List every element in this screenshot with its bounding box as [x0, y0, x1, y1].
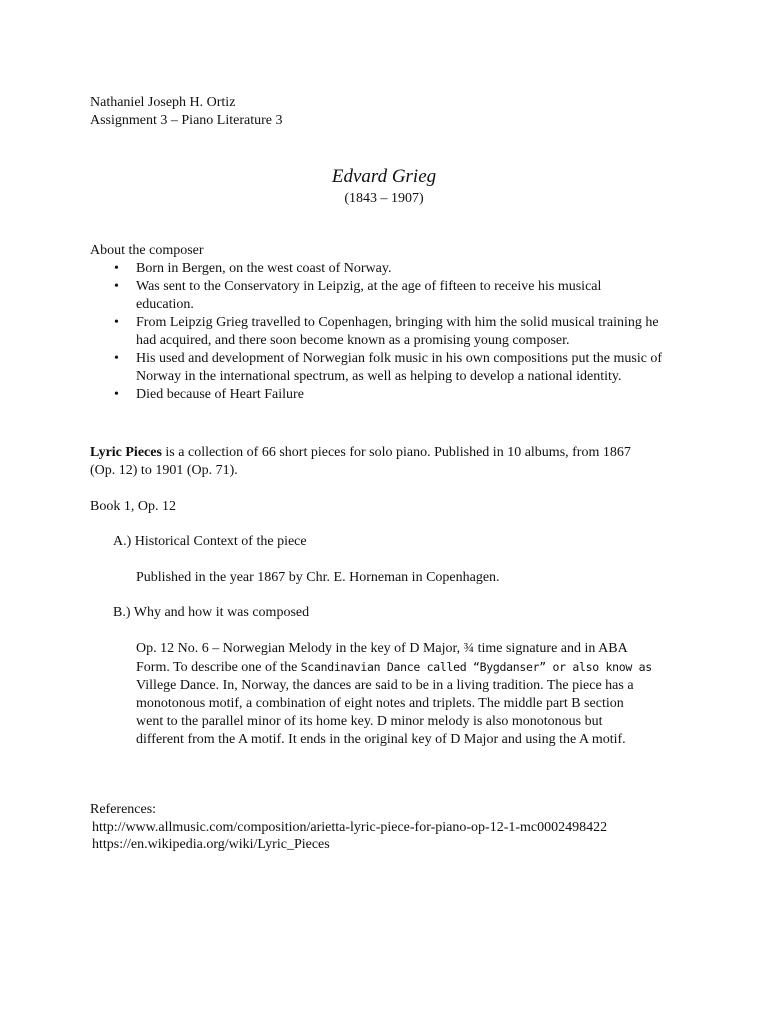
- about-list: [90, 260, 690, 404]
- lyric-pieces-line1: is a collection of 66 short pieces for solo piano. Published in 10 albums, from 1867: [161, 445, 631, 460]
- section-b-mono-text: Scandinavian Dance called “Bygdanser” or also know as: [300, 660, 652, 674]
- list-item: • Was sent to the Conservatory in Leipzig, at the age of fifteen to receive his musical education.: [90, 278, 656, 314]
- reference-link-allmusic[interactable]: http://www.allmusic.com/composition/arietta-lyric-piece-for-piano-op-12-1-mc0002498422: [92, 820, 608, 835]
- list-item: • His used and development of Norwegian folk music in his own compositions put the music of Norway in the international spectrum, as well as helping to develop a national identity.: [90, 350, 666, 386]
- list-item: • From Leipzig Grieg travelled to Copenhagen, bringing with him the solid musical training he had acquired, and there soon become known as a promising young composer.: [90, 314, 676, 350]
- author-name: Nathaniel Joseph H. Ortiz: [90, 95, 236, 110]
- lyric-pieces-line2: (Op. 12) to 1901 (Op. 71).: [90, 463, 238, 478]
- section-a-heading: A.) Historical Context of the piece: [113, 534, 307, 549]
- section-b-line: Form. To describe one of the: [136, 660, 301, 675]
- assignment-title: Assignment 3 – Piano Literature 3: [90, 113, 283, 128]
- section-b-line: Villege Dance. In, Norway, the dances are said to be in a living tradition. The piece has a: [136, 678, 634, 693]
- lyric-pieces-paragraph: [90, 444, 631, 480]
- composer-years: (1843 – 1907): [344, 191, 424, 206]
- reference-link-wikipedia[interactable]: https://en.wikipedia.org/wiki/Lyric_Pieces: [92, 837, 330, 852]
- section-b-line: Op. 12 No. 6 – Norwegian Melody in the key of D Major, ¾ time signature and in ABA: [136, 641, 628, 656]
- references-heading: References:: [90, 802, 157, 817]
- section-b-body: [136, 640, 652, 749]
- section-b-heading: B.) Why and how it was composed: [113, 605, 310, 620]
- list-item: • Born in Bergen, on the west coast of Norway.: [90, 260, 690, 278]
- section-a-body: Published in the year 1867 by Chr. E. Horneman in Copenhagen.: [136, 570, 500, 585]
- section-b-line: went to the parallel minor of its home key. D minor melody is also monotonous but: [136, 714, 603, 729]
- section-b-line: monotonous motif, a combination of eight notes and triplets. The middle part B section: [136, 696, 624, 711]
- lyric-pieces-term: Lyric Pieces: [90, 445, 162, 460]
- section-b-line: different from the A motif. It ends in the original key of D Major and using the A motif.: [136, 732, 626, 747]
- book-heading: Book 1, Op. 12: [90, 499, 176, 514]
- composer-title: Edvard Grieg: [331, 166, 437, 187]
- about-heading: About the composer: [90, 243, 204, 258]
- list-item: • Died because of Heart Failure: [90, 386, 690, 404]
